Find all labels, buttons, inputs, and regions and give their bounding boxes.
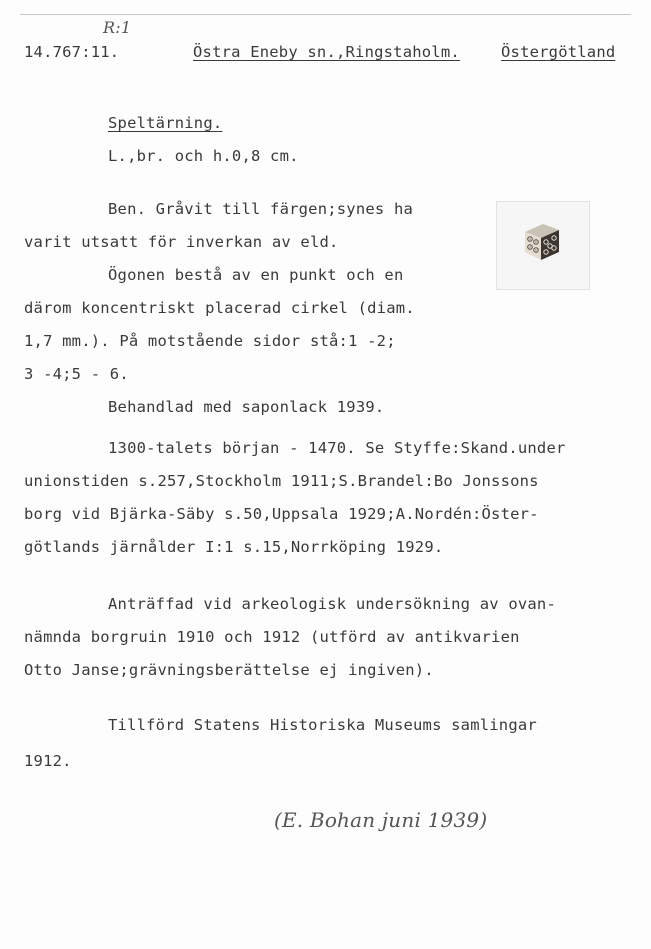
reference-line: borg vid Bjärka-Säby s.50,Uppsala 1929;A.Nordén:Öster- — [24, 505, 539, 523]
description-line: därom koncentriskt placerad cirkel (diam. — [24, 299, 415, 317]
find-location: Östra Eneby sn.,Ringstaholm. — [193, 43, 460, 61]
object-dimensions: L.,br. och h.0,8 cm. — [108, 147, 299, 165]
find-region: Östergötland — [501, 43, 616, 61]
reference-line: unionstiden s.257,Stockholm 1911;S.Brandel:Bo Jonssons — [24, 472, 539, 490]
treatment-note: Behandlad med saponlack 1939. — [108, 398, 385, 416]
handwritten-signature: (E. Bohan juni 1939) — [274, 808, 488, 832]
catalog-number: 14.767:11. — [24, 43, 120, 61]
acquisition-line: 1912. — [24, 752, 72, 770]
description-line: varit utsatt för inverkan av eld. — [24, 233, 339, 251]
die-image — [519, 220, 563, 264]
reference-line: götlands järnålder I:1 s.15,Norrköping 1929. — [24, 538, 444, 556]
object-photo — [496, 201, 590, 290]
find-line: Otto Janse;grävningsberättelse ej ingiven). — [24, 661, 434, 679]
corner-mark: R:1 — [103, 18, 132, 37]
reference-line: 1300-talets början - 1470. Se Styffe:Skand.under — [108, 439, 566, 457]
object-name: Speltärning. — [108, 114, 223, 132]
find-line: nämnda borgruin 1910 och 1912 (utförd av antikvarien — [24, 628, 520, 646]
description-line: 1,7 mm.). På motstående sidor stå:1 -2; — [24, 332, 396, 350]
description-line: 3 -4;5 - 6. — [24, 365, 129, 383]
acquisition-line: Tillförd Statens Historiska Museums samlingar — [108, 716, 537, 734]
description-line: Ben. Gråvit till färgen;synes ha — [108, 200, 414, 218]
card-top-border — [20, 14, 631, 15]
find-line: Anträffad vid arkeologisk undersökning av ovan- — [108, 595, 556, 613]
description-line: Ögonen bestå av en punkt och en — [108, 266, 404, 284]
